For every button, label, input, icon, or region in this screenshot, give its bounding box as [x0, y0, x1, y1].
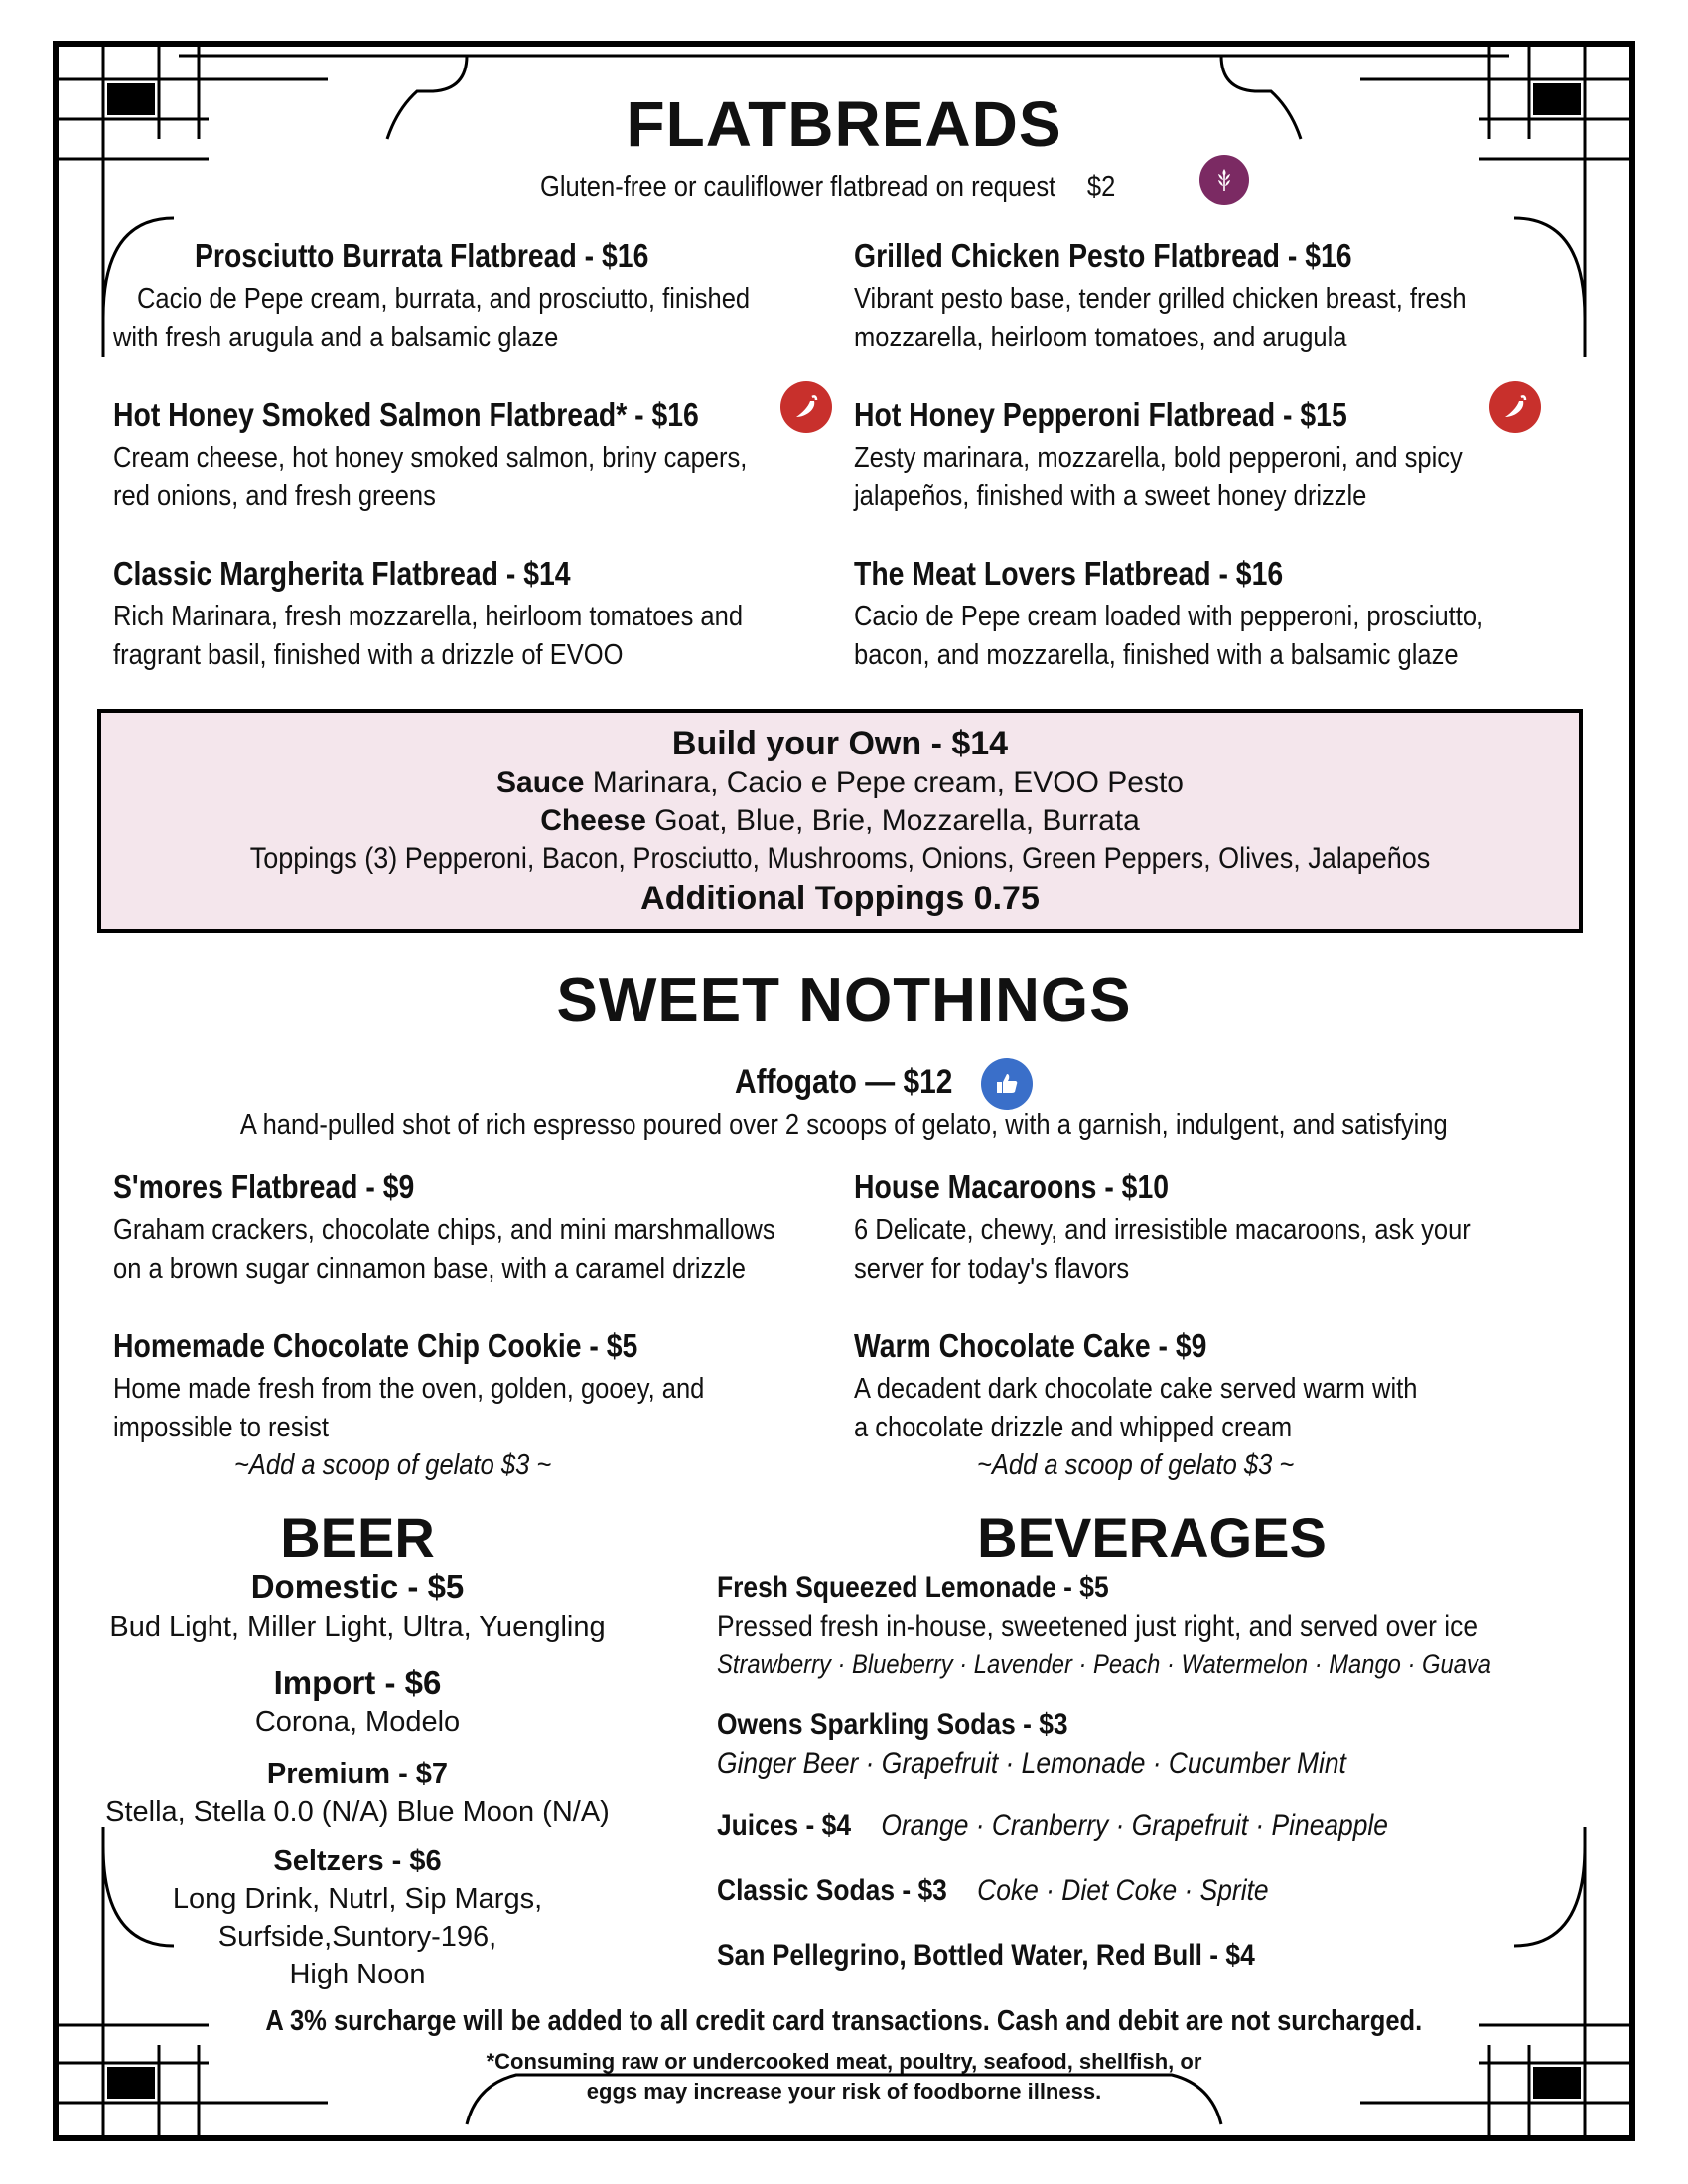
thumbs-up-icon	[981, 1058, 1033, 1110]
surcharge-row	[0, 2003, 1688, 2039]
beer-group-line: High Noon	[289, 1959, 426, 1990]
build-your-own-box	[97, 709, 1583, 933]
food-warning-line: *Consuming raw or undercooked meat, poultry, seafood, shellfish, or	[486, 2049, 1202, 2074]
menu-item-title: Classic Margherita Flatbread - $14	[113, 555, 571, 592]
byo-sauce-label: Sauce	[496, 766, 585, 799]
gluten-free-price: $2	[1086, 171, 1116, 203]
chili-pepper-icon	[780, 381, 832, 433]
menu-item-desc: Cream cheese, hot honey smoked salmon, briny capers,	[113, 442, 748, 474]
menu-item-desc: jalapeños, finished with a sweet honey drizzle	[854, 480, 1367, 512]
byo-additional: Additional Toppings 0.75	[640, 880, 1040, 917]
menu-item-desc: Zesty marinara, mozzarella, bold pepperoni, and spicy	[854, 442, 1463, 474]
affogato-desc: A hand-pulled shot of rich espresso poured over 2 scoops of gelato, with a garnish, indulgent, and satisfying	[240, 1109, 1448, 1141]
sodas-flavors: Ginger Beer · Grapefruit · Lemonade · Cucumber Mint	[717, 1747, 1346, 1780]
menu-item-title: Grilled Chicken Pesto Flatbread - $16	[854, 237, 1352, 274]
menu-item-desc: 6 Delicate, chewy, and irresistible macaroons, ask your	[854, 1214, 1471, 1246]
beer-group-line: Long Drink, Nutrl, Sip Margs,	[172, 1883, 543, 1915]
food-warning-line: eggs may increase your risk of foodborne illness.	[586, 2079, 1102, 2104]
byo-sauce	[101, 764, 1579, 802]
classic-sodas-flavors: Coke · Diet Coke · Sprite	[977, 1874, 1269, 1907]
juices-row	[717, 1809, 1388, 1843]
menu-item-desc: Home made fresh from the oven, golden, gooey, and	[113, 1373, 705, 1405]
menu-item-desc: Graham crackers, chocolate chips, and mini marshmallows	[113, 1214, 775, 1246]
menu-item-desc: mozzarella, heirloom tomatoes, and arugula	[854, 322, 1347, 353]
byo-cheese	[101, 802, 1579, 840]
food-warning	[0, 2047, 1688, 2107]
sweet-title: SWEET NOTHINGS	[556, 966, 1132, 1034]
lemonade-desc: Pressed fresh in-house, sweetened just right, and served over ice	[717, 1610, 1478, 1643]
classic-sodas-row	[717, 1874, 1269, 1908]
menu-item-title: Prosciutto Burrata Flatbread - $16	[195, 237, 649, 274]
menu-item-title: House Macaroons - $10	[854, 1168, 1170, 1205]
menu-item-desc: a chocolate drizzle and whipped cream	[854, 1412, 1293, 1443]
juices-title: Juices - $4	[717, 1809, 852, 1842]
beer-group-line: Surfside,Suntory-196,	[217, 1921, 497, 1953]
menu-item-desc: impossible to resist	[113, 1412, 330, 1443]
lemonade-flavors: Strawberry · Blueberry · Lavender · Peach · Watermelon · Mango · Guava	[717, 1649, 1491, 1679]
menu-item-desc: server for today's flavors	[854, 1253, 1130, 1285]
affogato-title: Affogato — $12	[735, 1063, 953, 1101]
affogato-title-row	[0, 1062, 1688, 1102]
beer-group-title: Seltzers - $6	[273, 1845, 442, 1877]
flatbreads-subtitle	[540, 171, 1115, 204]
beer-group-line: Stella, Stella 0.0 (N/A) Blue Moon (N/A)	[105, 1796, 610, 1828]
menu-item-desc: Vibrant pesto base, tender grilled chicken breast, fresh	[854, 283, 1467, 315]
menu-item-title: Warm Chocolate Cake - $9	[854, 1327, 1207, 1364]
sodas-title: Owens Sparkling Sodas - $3	[717, 1708, 1068, 1741]
byo-title: Build your Own - $14	[671, 725, 1009, 762]
gluten-free-note: Gluten-free or cauliflower flatbread on request	[540, 171, 1056, 203]
beer-title: BEER	[280, 1506, 435, 1569]
beer-group-title: Import - $6	[273, 1664, 442, 1701]
byo-sauce-text: Marinara, Cacio e Pepe cream, EVOO Pesto	[584, 766, 1184, 799]
menu-item-desc: Cacio de Pepe cream, burrata, and prosciutto, finished	[137, 283, 751, 315]
byo-cheese-text: Goat, Blue, Brie, Mozzarella, Burrata	[645, 804, 1140, 837]
menu-item-desc: A decadent dark chocolate cake served warm with	[854, 1373, 1418, 1405]
menu-item-title: The Meat Lovers Flatbread - $16	[854, 555, 1284, 592]
menu-item-title: Homemade Chocolate Chip Cookie - $5	[113, 1327, 638, 1364]
affogato-desc-row	[0, 1106, 1688, 1144]
wheat-icon	[1199, 155, 1249, 205]
beer-group-line: Bud Light, Miller Light, Ultra, Yuengling	[109, 1611, 606, 1643]
menu-item-title: Hot Honey Pepperoni Flatbread - $15	[854, 396, 1347, 433]
beverages-title: BEVERAGES	[977, 1506, 1327, 1569]
menu-item-desc: red onions, and fresh greens	[113, 480, 436, 512]
menu-item-title: Hot Honey Smoked Salmon Flatbread* - $16	[113, 396, 699, 433]
other-beverages: San Pellegrino, Bottled Water, Red Bull - $4	[717, 1939, 1255, 1972]
beer-group-line: Corona, Modelo	[254, 1706, 461, 1738]
juices-flavors: Orange · Cranberry · Grapefruit · Pineapple	[881, 1809, 1388, 1842]
classic-sodas-title: Classic Sodas - $3	[717, 1874, 947, 1907]
menu-item-title: S'mores Flatbread - $9	[113, 1168, 415, 1205]
byo-toppings: Toppings (3) Pepperoni, Bacon, Prosciutto, Mushrooms, Onions, Green Peppers, Olives, Jalapeños	[249, 842, 1431, 875]
surcharge-note: A 3% surcharge will be added to all credit card transactions. Cash and debit are not surcharged.	[265, 2005, 1423, 2037]
gelato-addon: ~Add a scoop of gelato $3 ~	[977, 1449, 1295, 1481]
beer-group-title: Premium - $7	[266, 1758, 449, 1790]
menu-item-desc: with fresh arugula and a balsamic glaze	[113, 322, 559, 353]
menu-item-desc: Rich Marinara, fresh mozzarella, heirloom tomatoes and	[113, 601, 744, 632]
menu-item-desc: Cacio de Pepe cream loaded with pepperoni, prosciutto,	[854, 601, 1484, 632]
menu-item-desc: bacon, and mozzarella, finished with a balsamic glaze	[854, 639, 1459, 671]
menu-item-desc: on a brown sugar cinnamon base, with a caramel drizzle	[113, 1253, 746, 1285]
beer-group-title: Domestic - $5	[250, 1569, 465, 1605]
gelato-addon: ~Add a scoop of gelato $3 ~	[234, 1449, 552, 1481]
lemonade-title: Fresh Squeezed Lemonade - $5	[717, 1571, 1109, 1604]
menu-item-desc: fragrant basil, finished with a drizzle of EVOO	[113, 639, 624, 671]
chili-pepper-icon	[1489, 381, 1541, 433]
flatbreads-title: FLATBREADS	[626, 88, 1062, 160]
beer-list	[60, 1567, 655, 1993]
byo-cheese-label: Cheese	[540, 804, 646, 837]
